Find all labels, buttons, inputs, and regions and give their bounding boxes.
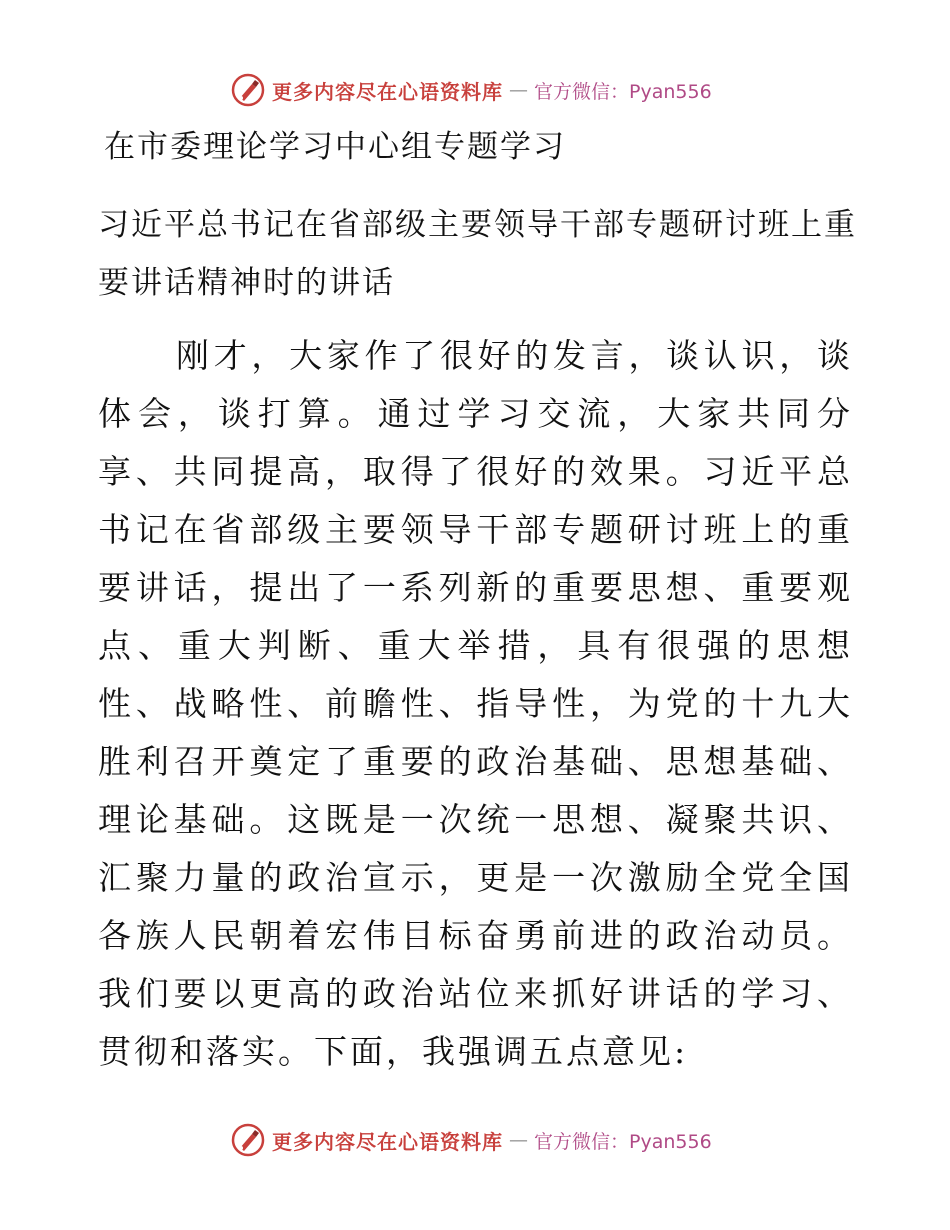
pen-logo-icon <box>230 1122 266 1158</box>
watermark-contact: 官方微信：Pyan556 <box>534 1130 712 1153</box>
document-title-line1: 在市委理论学习中心组专题学习 <box>104 129 566 165</box>
watermark-text: 更多内容尽在心语资料库 <box>272 1129 503 1154</box>
body-paragraph: 刚才，大家作了很好的发言，谈认识，谈体会，谈打算。通过学习交流，大家共同分享、共同提高，取得了很好的效果。习近平总书记在省部级主要领导干部专题研讨班上的重要讲话，提出了一系列新的重要思想、重要观点、重大判断、重大举措，具有很强的思想性、战略性、前瞻性、指导性，为党的十九大胜利召开奠定了重要的政治基础、思想基础、理论基础。这既是一次统一思想、凝聚共识、汇聚力量的政治宣示，更是一次激励全党全国各族人民朝着宏伟目标奋勇前进的政治动员。我们要以更高的政治站位来抓好讲话的学习、贯彻和落实。下面，我强调五点意见: <box>98 336 853 1071</box>
document-title-line2: 习近平总书记在省部级主要领导干部专题研讨班上重要讲话精神时的讲话 <box>98 207 857 301</box>
watermark-footer <box>230 1120 712 1160</box>
pen-logo-icon <box>230 72 266 108</box>
watermark-text: 更多内容尽在心语资料库 <box>272 79 503 104</box>
watermark-dash: — <box>509 1129 528 1151</box>
watermark-header <box>230 70 712 110</box>
watermark-contact: 官方微信：Pyan556 <box>534 80 712 103</box>
watermark-dash: — <box>509 79 528 101</box>
